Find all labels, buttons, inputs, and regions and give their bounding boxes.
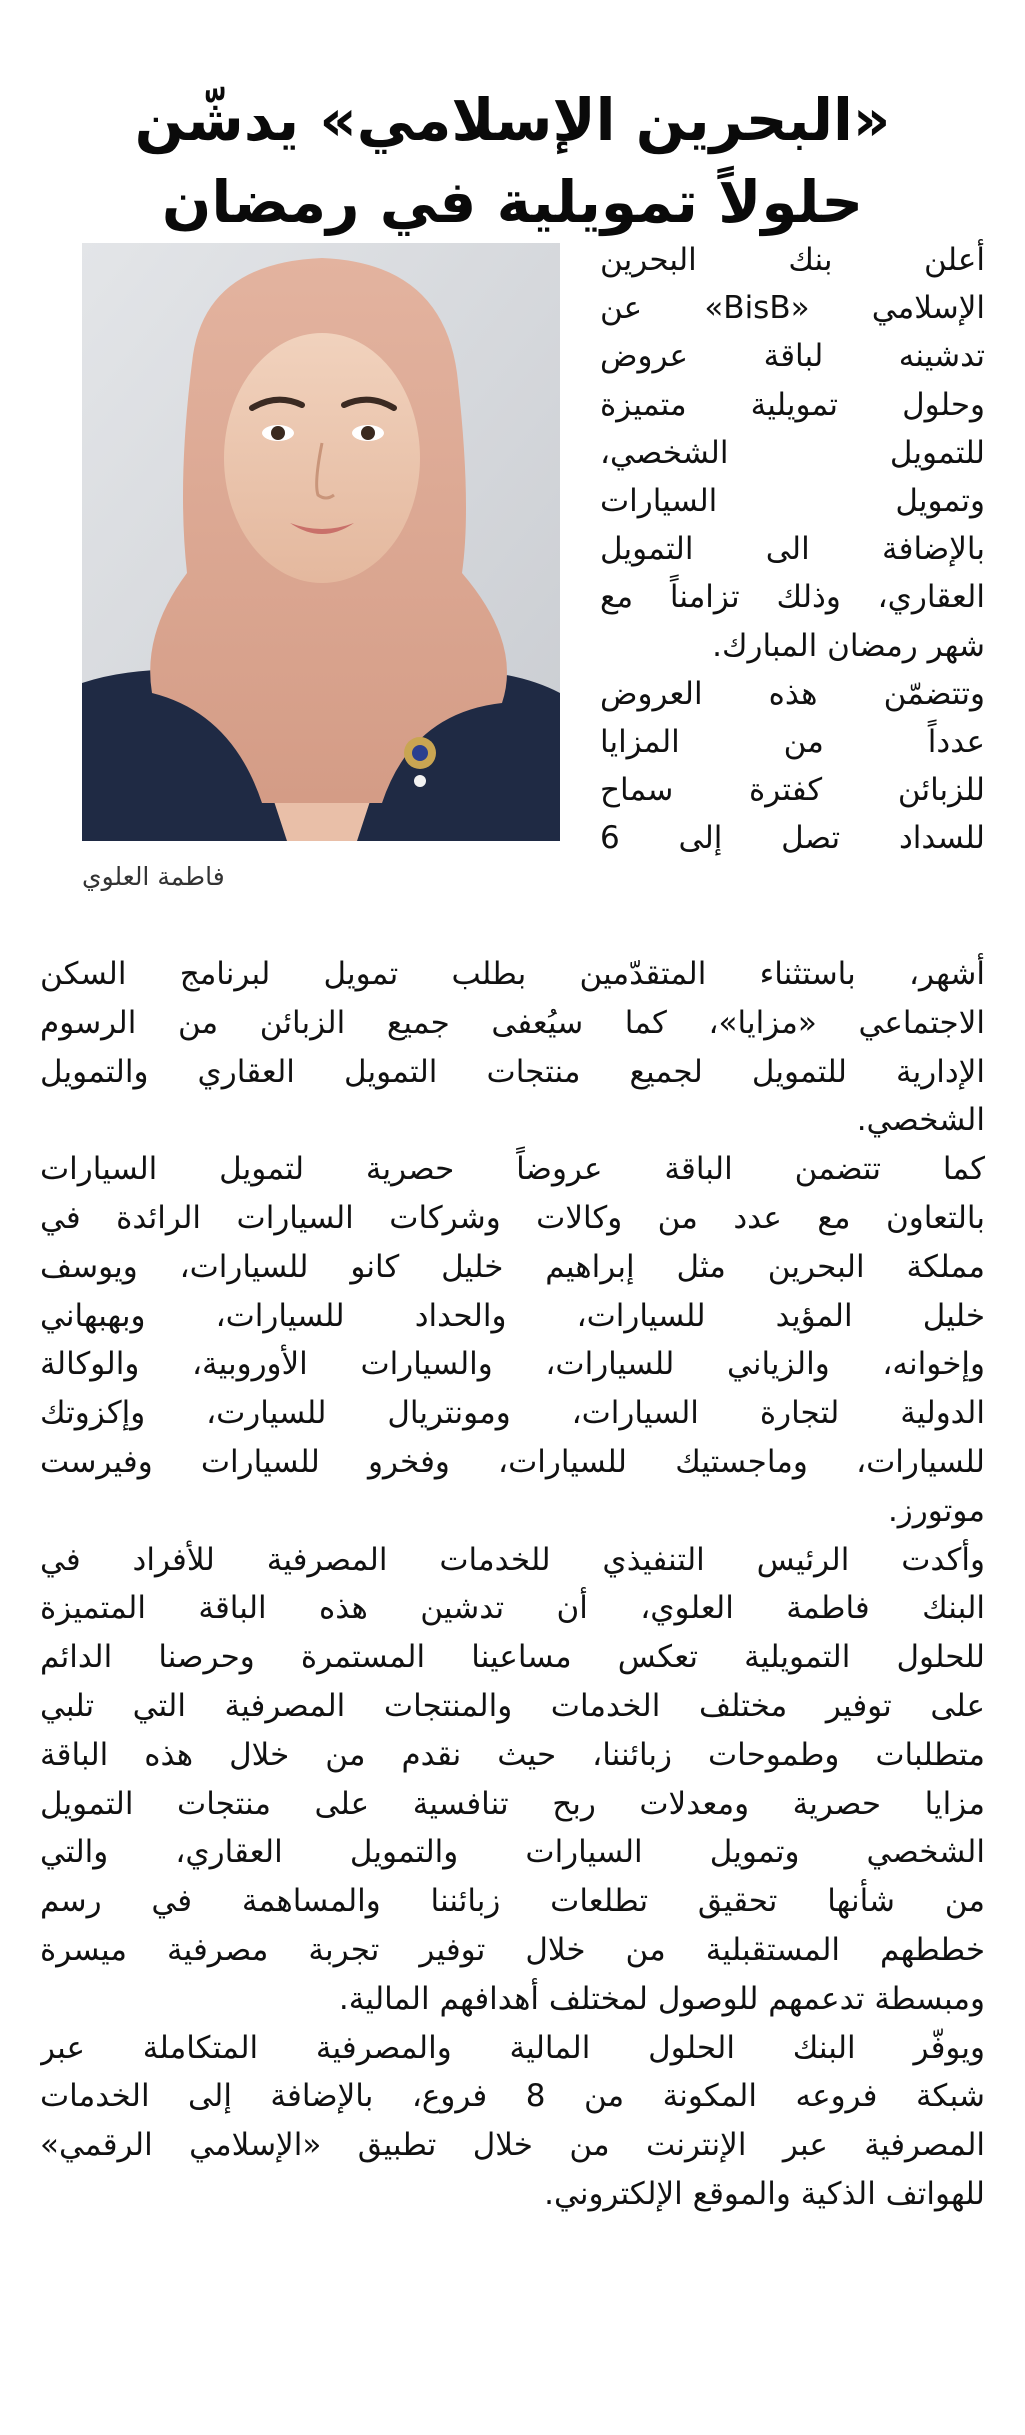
body-line: الشخصي.	[856, 1102, 985, 1139]
column-line: للسداد تصل إلى 6	[600, 820, 985, 857]
portrait-photo	[82, 243, 560, 841]
column-line: شهر رمضان المبارك.	[712, 627, 985, 664]
intro-column	[600, 236, 985, 863]
column-line: وتتضمّن هذه العروض	[600, 675, 985, 712]
headline	[40, 79, 985, 249]
body-line: ويوفّر البنك الحلول المالية والمصرفية المتكاملة عبر	[40, 2029, 985, 2066]
body-line: المصرفية عبر الإنترنت من خلال تطبيق «الإسلامي الرقمي»	[40, 2127, 985, 2164]
body-line: مزايا حصرية ومعدلات ربح تنافسية على منتجات التمويل	[40, 1785, 985, 1822]
body-paragraph	[40, 1145, 985, 1535]
body-line: شبكة فروعه المكونة من 8 فروع، بالإضافة إلى الخدمات	[40, 2078, 985, 2115]
body-line: للسيارات، وماجستيك للسيارات، وفخرو للسيارات وفيرست	[40, 1443, 985, 1480]
body-line: للحلول التمويلية تعكس مساعينا المستمرة وحرصنا الدائم	[40, 1639, 985, 1676]
body-paragraph	[40, 1536, 985, 2024]
body-line: ومبسطة تدعمهم للوصول لمختلف أهدافهم المالية.	[338, 1980, 985, 2017]
headline-line-1: «البحرين الإسلامي» يدشّن	[134, 85, 891, 154]
body-line: على توفير مختلف الخدمات والمنتجات المصرفية التي تلبي	[40, 1687, 985, 1724]
headline-line-2: حلولاً تمويلية في رمضان	[161, 167, 864, 236]
body-line: الشخصي وتمويل السيارات والتمويل العقاري، والتي	[40, 1834, 985, 1871]
body-line: بالتعاون مع عدد من وكالات وشركات السيارات الرائدة في	[40, 1199, 985, 1236]
article-body	[40, 950, 985, 2219]
column-line: أعلن بنك البحرين	[600, 242, 985, 278]
column-line: للزبائن كفترة سماح	[600, 772, 985, 809]
column-line: بالإضافة الى التمويل	[600, 531, 985, 568]
column-line: تدشينه لباقة عروض	[600, 338, 985, 375]
column-line: وحلول تمويلية متميزة	[600, 386, 985, 423]
body-line: وأكدت الرئيس التنفيذي للخدمات المصرفية للأفراد في	[40, 1541, 985, 1578]
body-line: البنك فاطمة العلوي، أن تدشين هذه الباقة المتميزة	[40, 1590, 985, 1627]
body-paragraph	[40, 2024, 985, 2219]
body-line: من شأنها تحقيق تطلعات زبائننا والمساهمة في رسم	[40, 1883, 985, 1920]
column-line: عدداً من المزايا	[600, 724, 985, 761]
body-line: خططهم المستقبلية من خلال توفير تجربة مصرفية ميسرة	[40, 1931, 985, 1968]
body-line: مملكة البحرين مثل إبراهيم خليل كانو للسيارات، ويوسف	[40, 1248, 985, 1285]
body-line: خليل المؤيد للسيارات، والحداد للسيارات، وبهبهاني	[40, 1297, 985, 1334]
body-paragraph	[40, 950, 985, 1145]
body-line: موتورز.	[887, 1492, 985, 1529]
column-line: وتمويل السيارات	[600, 483, 985, 520]
body-line: كما تتضمن الباقة عروضاً حصرية لتمويل السيارات	[40, 1151, 985, 1188]
body-line: الإدارية للتمويل لجميع منتجات التمويل العقاري والتمويل	[40, 1053, 985, 1090]
body-line: الاجتماعي «مزايا»، كما سيُعفى جميع الزبائن من الرسوم	[40, 1004, 985, 1041]
column-line: الإسلامي «BisB» عن	[600, 290, 986, 327]
column-line: العقاري، وذلك تزامناً مع	[600, 579, 985, 616]
photo-caption: فاطمة العلوي	[82, 862, 225, 891]
body-line: أشهر، باستثناء المتقدّمين بطلب تمويل لبرنامج السكن	[40, 956, 985, 992]
body-line: متطلبات وطموحات زبائننا، حيث نقدم من خلال هذه الباقة	[40, 1736, 985, 1773]
body-line: الدولية لتجارة السيارات، ومونتريال للسيارت، وإكزوتك	[40, 1395, 985, 1432]
body-line: للهواتف الذكية والموقع الإلكتروني.	[544, 2175, 985, 2212]
body-line: وإخوانه، والزياني للسيارات، والسيارات الأوروبية، والوكالة	[40, 1346, 985, 1383]
column-line: للتمويل الشخصي،	[600, 434, 985, 471]
